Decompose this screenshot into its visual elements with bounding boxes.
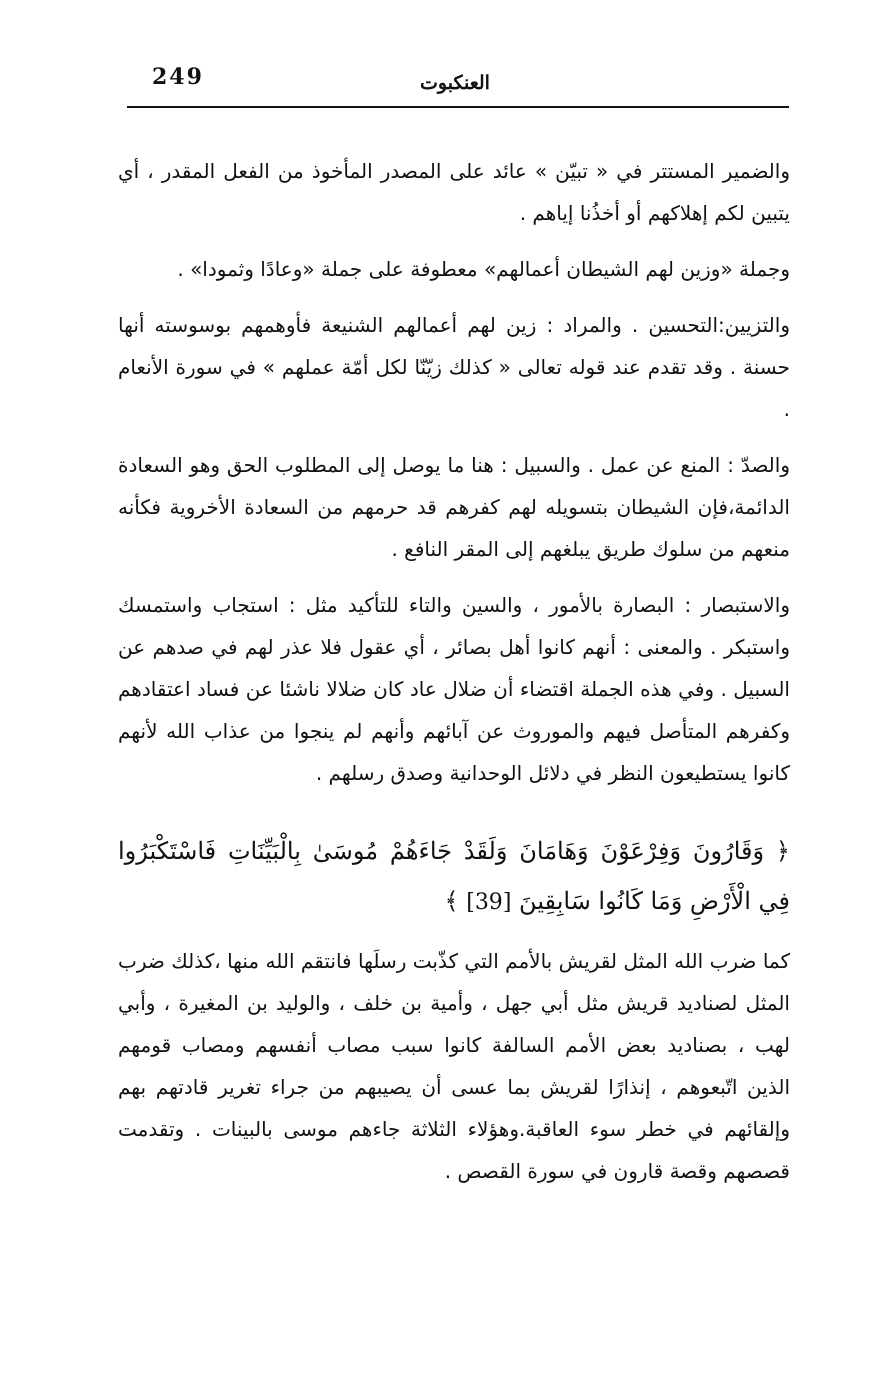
- paragraph-istibsar: والاستبصار : البصارة بالأمور ، والسين والتاء للتأكيد مثل : استجاب واستمسك واستبكر . والمعنى : أنهم كانوا أهل بصائر ، أي عقول فلا عذر لهم في صدهم عن السبيل . وفي هذه الجملة اقتضاء أن ضلال عاد كان ضلالا ناشئا عن فساد اعتقادهم وكفرهم المتأصل فيهم والموروث عن آبائهم وأنهم لم ينجوا من عذاب الله لأنهم كانوا يستطيعون النظر في دلائل الوحدانية وصدق رسلهم .: [118, 593, 790, 785]
- page-number: 249: [152, 64, 204, 90]
- verse-close-bracket: ﴾: [444, 887, 459, 915]
- page-body: [118, 150, 790, 1192]
- header-rule: [127, 106, 789, 108]
- quran-verse: [118, 826, 790, 928]
- surah-title: العنكبوت: [420, 72, 490, 94]
- paragraph-pronoun: والضمير المستتر في « تبيّن » عائد على المصدر المأخوذ من الفعل المقدر ، أي يتبين لكم إهلاكهم أو أخذُنا إياهم .: [118, 159, 790, 225]
- paragraph-sentence: وجملة «وزين لهم الشيطان أعمالهم» معطوفة على جملة «وعادًا وثمودا» .: [177, 257, 790, 281]
- paragraph-tazyeen: والتزيين:التحسين . والمراد : زين لهم أعمالهم الشنيعة فأوهمهم بوسوسته أنها حسنة . وقد تقدم عند قوله تعالى « كذلك زيّنّا لكل أمّة عملهم » في سورة الأنعام .: [118, 313, 790, 421]
- verse-open-bracket: ﴿: [775, 837, 790, 865]
- verse-number: [39]: [466, 890, 512, 915]
- paragraph-commentary: كما ضرب الله المثل لقريش بالأمم التي كذّبت رسلَها فانتقم الله منها ،كذلك ضرب المثل لصناديد قريش مثل أبي جهل ، وأمية بن خلف ، والوليد بن المغيرة ، وأبي لهب ، بصناديد بعض الأمم السالفة كانوا سبب مصاب أنفسهم ومصاب قومهم الذين اتّبعوهم ، إنذارًا لقريش بما عسى أن يصيبهم من جراء تغرير قادتهم بهم وإلقائهم في خطر سوء العاقبة.وهؤلاء الثلاثة جاءهم موسى بالبينات . وتقدمت قصصهم وقصة قارون في سورة القصص .: [118, 949, 790, 1183]
- verse-text: وَقَارُونَ وَفِرْعَوْنَ وَهَامَانَ وَلَقَدْ جَاءَهُمْ مُوسَىٰ بِالْبَيِّنَاتِ فَاسْتَكْبَرُوا فِي الْأَرْضِ وَمَا كَانُوا سَابِقِينَ: [118, 837, 790, 915]
- paragraph-sadd: والصدّ : المنع عن عمل . والسبيل : هنا ما يوصل إلى المطلوب الحق وهو السعادة الدائمة،فإن الشيطان بتسويله لهم كفرهم قد حرمهم من السعادة الأخروية فكأنه منعهم من سلوك طريق يبلغهم إلى المقر النافع .: [118, 453, 790, 561]
